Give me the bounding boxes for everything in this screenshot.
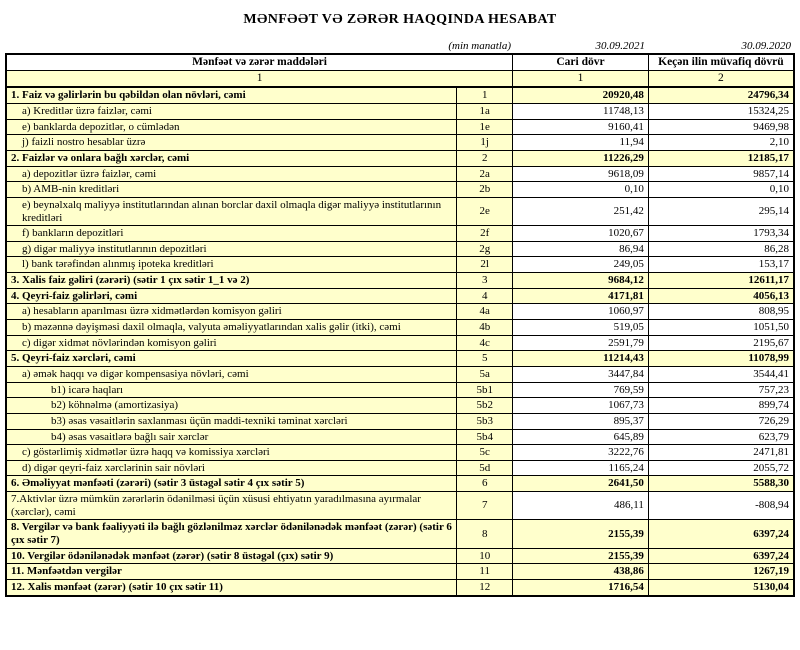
row-current-value: 0,10 <box>513 182 649 198</box>
row-prior-value: 1051,50 <box>648 320 794 336</box>
row-code: 5a <box>457 366 513 382</box>
table-row <box>6 445 794 461</box>
table-row <box>6 476 794 492</box>
date-prior: 30.09.2020 <box>741 40 791 52</box>
table-row <box>6 413 794 429</box>
row-prior-value: 15324,25 <box>648 104 794 120</box>
table-row <box>6 135 794 151</box>
table-row <box>6 197 794 225</box>
row-code: 12 <box>457 579 513 595</box>
table-row <box>6 366 794 382</box>
row-code: 5c <box>457 445 513 461</box>
table-row <box>6 335 794 351</box>
report-table-body <box>6 87 794 595</box>
row-label: 6. Əməliyyat mənfəəti (zərəri) (sətir 3 üstəgəl sətir 4 çıx sətir 5) <box>6 476 457 492</box>
row-label: 11. Mənfəətdən vergilər <box>6 564 457 580</box>
page-title: MƏNFƏƏT VƏ ZƏRƏR HAQQINDA HESABAT <box>243 12 557 27</box>
table-row <box>6 492 794 520</box>
row-code: 2l <box>457 257 513 273</box>
row-label: d) digər qeyri-faiz xərclərinin sair növləri <box>6 460 457 476</box>
row-prior-value: 9469,98 <box>648 119 794 135</box>
row-label: 12. Xalis mənfəət (zərər) (sətir 10 çıx sətir 11) <box>6 579 457 595</box>
row-code: 5d <box>457 460 513 476</box>
row-current-value: 1060,97 <box>513 304 649 320</box>
row-current-value: 486,11 <box>513 492 649 520</box>
row-label: j) faizli nostro hesablar üzrə <box>6 135 457 151</box>
row-label: 3. Xalis faiz gəliri (zərəri) (sətir 1 çıx sətir 1_1 və 2) <box>6 273 457 289</box>
row-code: 4 <box>457 288 513 304</box>
row-code: 1 <box>457 87 513 103</box>
row-label: b) məzənnə dəyişməsi daxil olmaqla, valyuta əməliyyatlarından xalis gəlir (itki), cəmi <box>6 320 457 336</box>
header-items: Mənfəət və zərər maddələri <box>6 54 513 71</box>
table-row <box>6 579 794 595</box>
row-prior-value: -808,94 <box>648 492 794 520</box>
table-row <box>6 182 794 198</box>
row-current-value: 645,89 <box>513 429 649 445</box>
row-code: 2 <box>457 151 513 167</box>
row-code: 7 <box>457 492 513 520</box>
row-prior-value: 2055,72 <box>648 460 794 476</box>
table-row <box>6 320 794 336</box>
row-current-value: 251,42 <box>513 197 649 225</box>
table-row <box>6 304 794 320</box>
row-code: 5b2 <box>457 398 513 414</box>
row-code: 11 <box>457 564 513 580</box>
row-code: 5 <box>457 351 513 367</box>
row-code: 2a <box>457 166 513 182</box>
row-label: a) Kreditlər üzrə faizlər, cəmi <box>6 104 457 120</box>
header-current-index: 1 <box>513 71 649 88</box>
row-code: 2f <box>457 226 513 242</box>
row-label: 10. Vergilər ödənilənədək mənfəət (zərər) (sətir 8 üstəgəl (çıx) sətir 9) <box>6 548 457 564</box>
row-label: 1. Faiz və gəlirlərin bu qəbildən olan növləri, cəmi <box>6 87 457 103</box>
row-prior-value: 6397,24 <box>648 548 794 564</box>
row-code: 10 <box>457 548 513 564</box>
row-current-value: 11,94 <box>513 135 649 151</box>
row-code: 5b3 <box>457 413 513 429</box>
row-code: 5b1 <box>457 382 513 398</box>
subheader-row <box>5 40 795 52</box>
row-prior-value: 11078,99 <box>648 351 794 367</box>
row-current-value: 895,37 <box>513 413 649 429</box>
row-label: 5. Qeyri-faiz xərcləri, cəmi <box>6 351 457 367</box>
row-label: 7.Aktivlər üzrə mümkün zərərlərin ödənilməsi üçün xüsusi ehtiyatın yaradılmasına ayırmalar (xərclər), cəmi <box>6 492 457 520</box>
row-code: 6 <box>457 476 513 492</box>
header-titles-row <box>6 54 794 71</box>
row-code: 8 <box>457 520 513 548</box>
header-items-index: 1 <box>6 71 513 88</box>
row-current-value: 9618,09 <box>513 166 649 182</box>
table-row <box>6 273 794 289</box>
row-prior-value: 2,10 <box>648 135 794 151</box>
table-row <box>6 257 794 273</box>
row-label: 2. Faizlər və onlara bağlı xərclər, cəmi <box>6 151 457 167</box>
table-row <box>6 460 794 476</box>
header-index-row <box>6 71 794 88</box>
row-label: b1) icarə haqları <box>6 382 457 398</box>
row-prior-value: 24796,34 <box>648 87 794 103</box>
table-row <box>6 398 794 414</box>
row-prior-value: 6397,24 <box>648 520 794 548</box>
row-current-value: 20920,48 <box>513 87 649 103</box>
row-prior-value: 12185,17 <box>648 151 794 167</box>
table-row <box>6 382 794 398</box>
row-prior-value: 153,17 <box>648 257 794 273</box>
table-row <box>6 104 794 120</box>
row-code: 2g <box>457 241 513 257</box>
row-current-value: 3447,84 <box>513 366 649 382</box>
row-current-value: 1165,24 <box>513 460 649 476</box>
row-prior-value: 2471,81 <box>648 445 794 461</box>
row-label: f) bankların depozitləri <box>6 226 457 242</box>
row-current-value: 3222,76 <box>513 445 649 461</box>
table-row <box>6 241 794 257</box>
row-prior-value: 2195,67 <box>648 335 794 351</box>
row-current-value: 769,59 <box>513 382 649 398</box>
row-current-value: 1020,67 <box>513 226 649 242</box>
row-current-value: 2641,50 <box>513 476 649 492</box>
row-prior-value: 12611,17 <box>648 273 794 289</box>
row-prior-value: 757,23 <box>648 382 794 398</box>
row-code: 4c <box>457 335 513 351</box>
table-row <box>6 119 794 135</box>
row-label: l) bank tərəfindən alınmış ipoteka kreditləri <box>6 257 457 273</box>
row-current-value: 9684,12 <box>513 273 649 289</box>
date-current: 30.09.2021 <box>595 40 645 52</box>
row-current-value: 1716,54 <box>513 579 649 595</box>
row-label: a) əmək haqqı və digər kompensasiya növləri, cəmi <box>6 366 457 382</box>
row-label: g) digər maliyyə institutlarının depozitləri <box>6 241 457 257</box>
row-current-value: 11214,43 <box>513 351 649 367</box>
table-row <box>6 226 794 242</box>
row-label: c) göstərlimiş xidmətlər üzrə haqq və komissiya xərcləri <box>6 445 457 461</box>
table-row <box>6 429 794 445</box>
row-code: 1a <box>457 104 513 120</box>
row-label: a) hesabların aparılması üzrə xidmətlərdən komisyon gəliri <box>6 304 457 320</box>
row-prior-value: 295,14 <box>648 197 794 225</box>
table-row <box>6 87 794 103</box>
table-row <box>6 520 794 548</box>
row-code: 2e <box>457 197 513 225</box>
row-label: e) banklarda depozitlər, o cümlədən <box>6 119 457 135</box>
table-row <box>6 151 794 167</box>
table-row <box>6 288 794 304</box>
table-row <box>6 351 794 367</box>
row-current-value: 2155,39 <box>513 548 649 564</box>
row-current-value: 9160,41 <box>513 119 649 135</box>
table-row <box>6 166 794 182</box>
unit-note: (min manatla) <box>448 40 511 52</box>
row-code: 4b <box>457 320 513 336</box>
row-label: 8. Vergilər və bank fəaliyyəti ilə bağlı gözlənilməz xərclər ödənilənədək mənfəət (zərər) (sətir 6 çıx sətir 7) <box>6 520 457 548</box>
row-label: b2) köhnəlmə (amortizasiya) <box>6 398 457 414</box>
row-current-value: 11748,13 <box>513 104 649 120</box>
row-code: 2b <box>457 182 513 198</box>
row-current-value: 2155,39 <box>513 520 649 548</box>
row-code: 3 <box>457 273 513 289</box>
row-current-value: 4171,81 <box>513 288 649 304</box>
row-code: 5b4 <box>457 429 513 445</box>
row-label: b) AMB-nin kreditləri <box>6 182 457 198</box>
table-row <box>6 564 794 580</box>
row-current-value: 519,05 <box>513 320 649 336</box>
header-prior: Keçən ilin müvafiq dövrü <box>648 54 794 71</box>
row-label: e) beynəlxalq maliyyə institutlarından alınan borclar daxil olmaqla digər maliyyə institutlarının kreditləri <box>6 197 457 225</box>
row-current-value: 1067,73 <box>513 398 649 414</box>
row-current-value: 86,94 <box>513 241 649 257</box>
header-prior-index: 2 <box>648 71 794 88</box>
profit-loss-table <box>5 53 795 597</box>
row-prior-value: 1793,34 <box>648 226 794 242</box>
row-prior-value: 0,10 <box>648 182 794 198</box>
row-prior-value: 86,28 <box>648 241 794 257</box>
row-current-value: 249,05 <box>513 257 649 273</box>
row-prior-value: 899,74 <box>648 398 794 414</box>
row-label: a) depozitlər üzrə faizlər, cəmi <box>6 166 457 182</box>
row-code: 1j <box>457 135 513 151</box>
row-prior-value: 1267,19 <box>648 564 794 580</box>
row-prior-value: 9857,14 <box>648 166 794 182</box>
row-code: 1e <box>457 119 513 135</box>
row-current-value: 2591,79 <box>513 335 649 351</box>
row-current-value: 11226,29 <box>513 151 649 167</box>
row-prior-value: 726,29 <box>648 413 794 429</box>
row-code: 4a <box>457 304 513 320</box>
table-row <box>6 548 794 564</box>
row-prior-value: 4056,13 <box>648 288 794 304</box>
row-prior-value: 5130,04 <box>648 579 794 595</box>
table-header <box>6 54 794 87</box>
row-label: 4. Qeyri-faiz gəlirləri, cəmi <box>6 288 457 304</box>
row-prior-value: 5588,30 <box>648 476 794 492</box>
row-current-value: 438,86 <box>513 564 649 580</box>
row-label: c) digər xidmət növlərindən komisyon gəliri <box>6 335 457 351</box>
row-label: b4) əsas vəsaitlərə bağlı sair xərclər <box>6 429 457 445</box>
row-prior-value: 808,95 <box>648 304 794 320</box>
row-label: b3) əsas vəsaitlərin saxlanması üçün maddi-texniki təminat xərcləri <box>6 413 457 429</box>
row-prior-value: 3544,41 <box>648 366 794 382</box>
row-prior-value: 623,79 <box>648 429 794 445</box>
header-current: Cari dövr <box>513 54 649 71</box>
